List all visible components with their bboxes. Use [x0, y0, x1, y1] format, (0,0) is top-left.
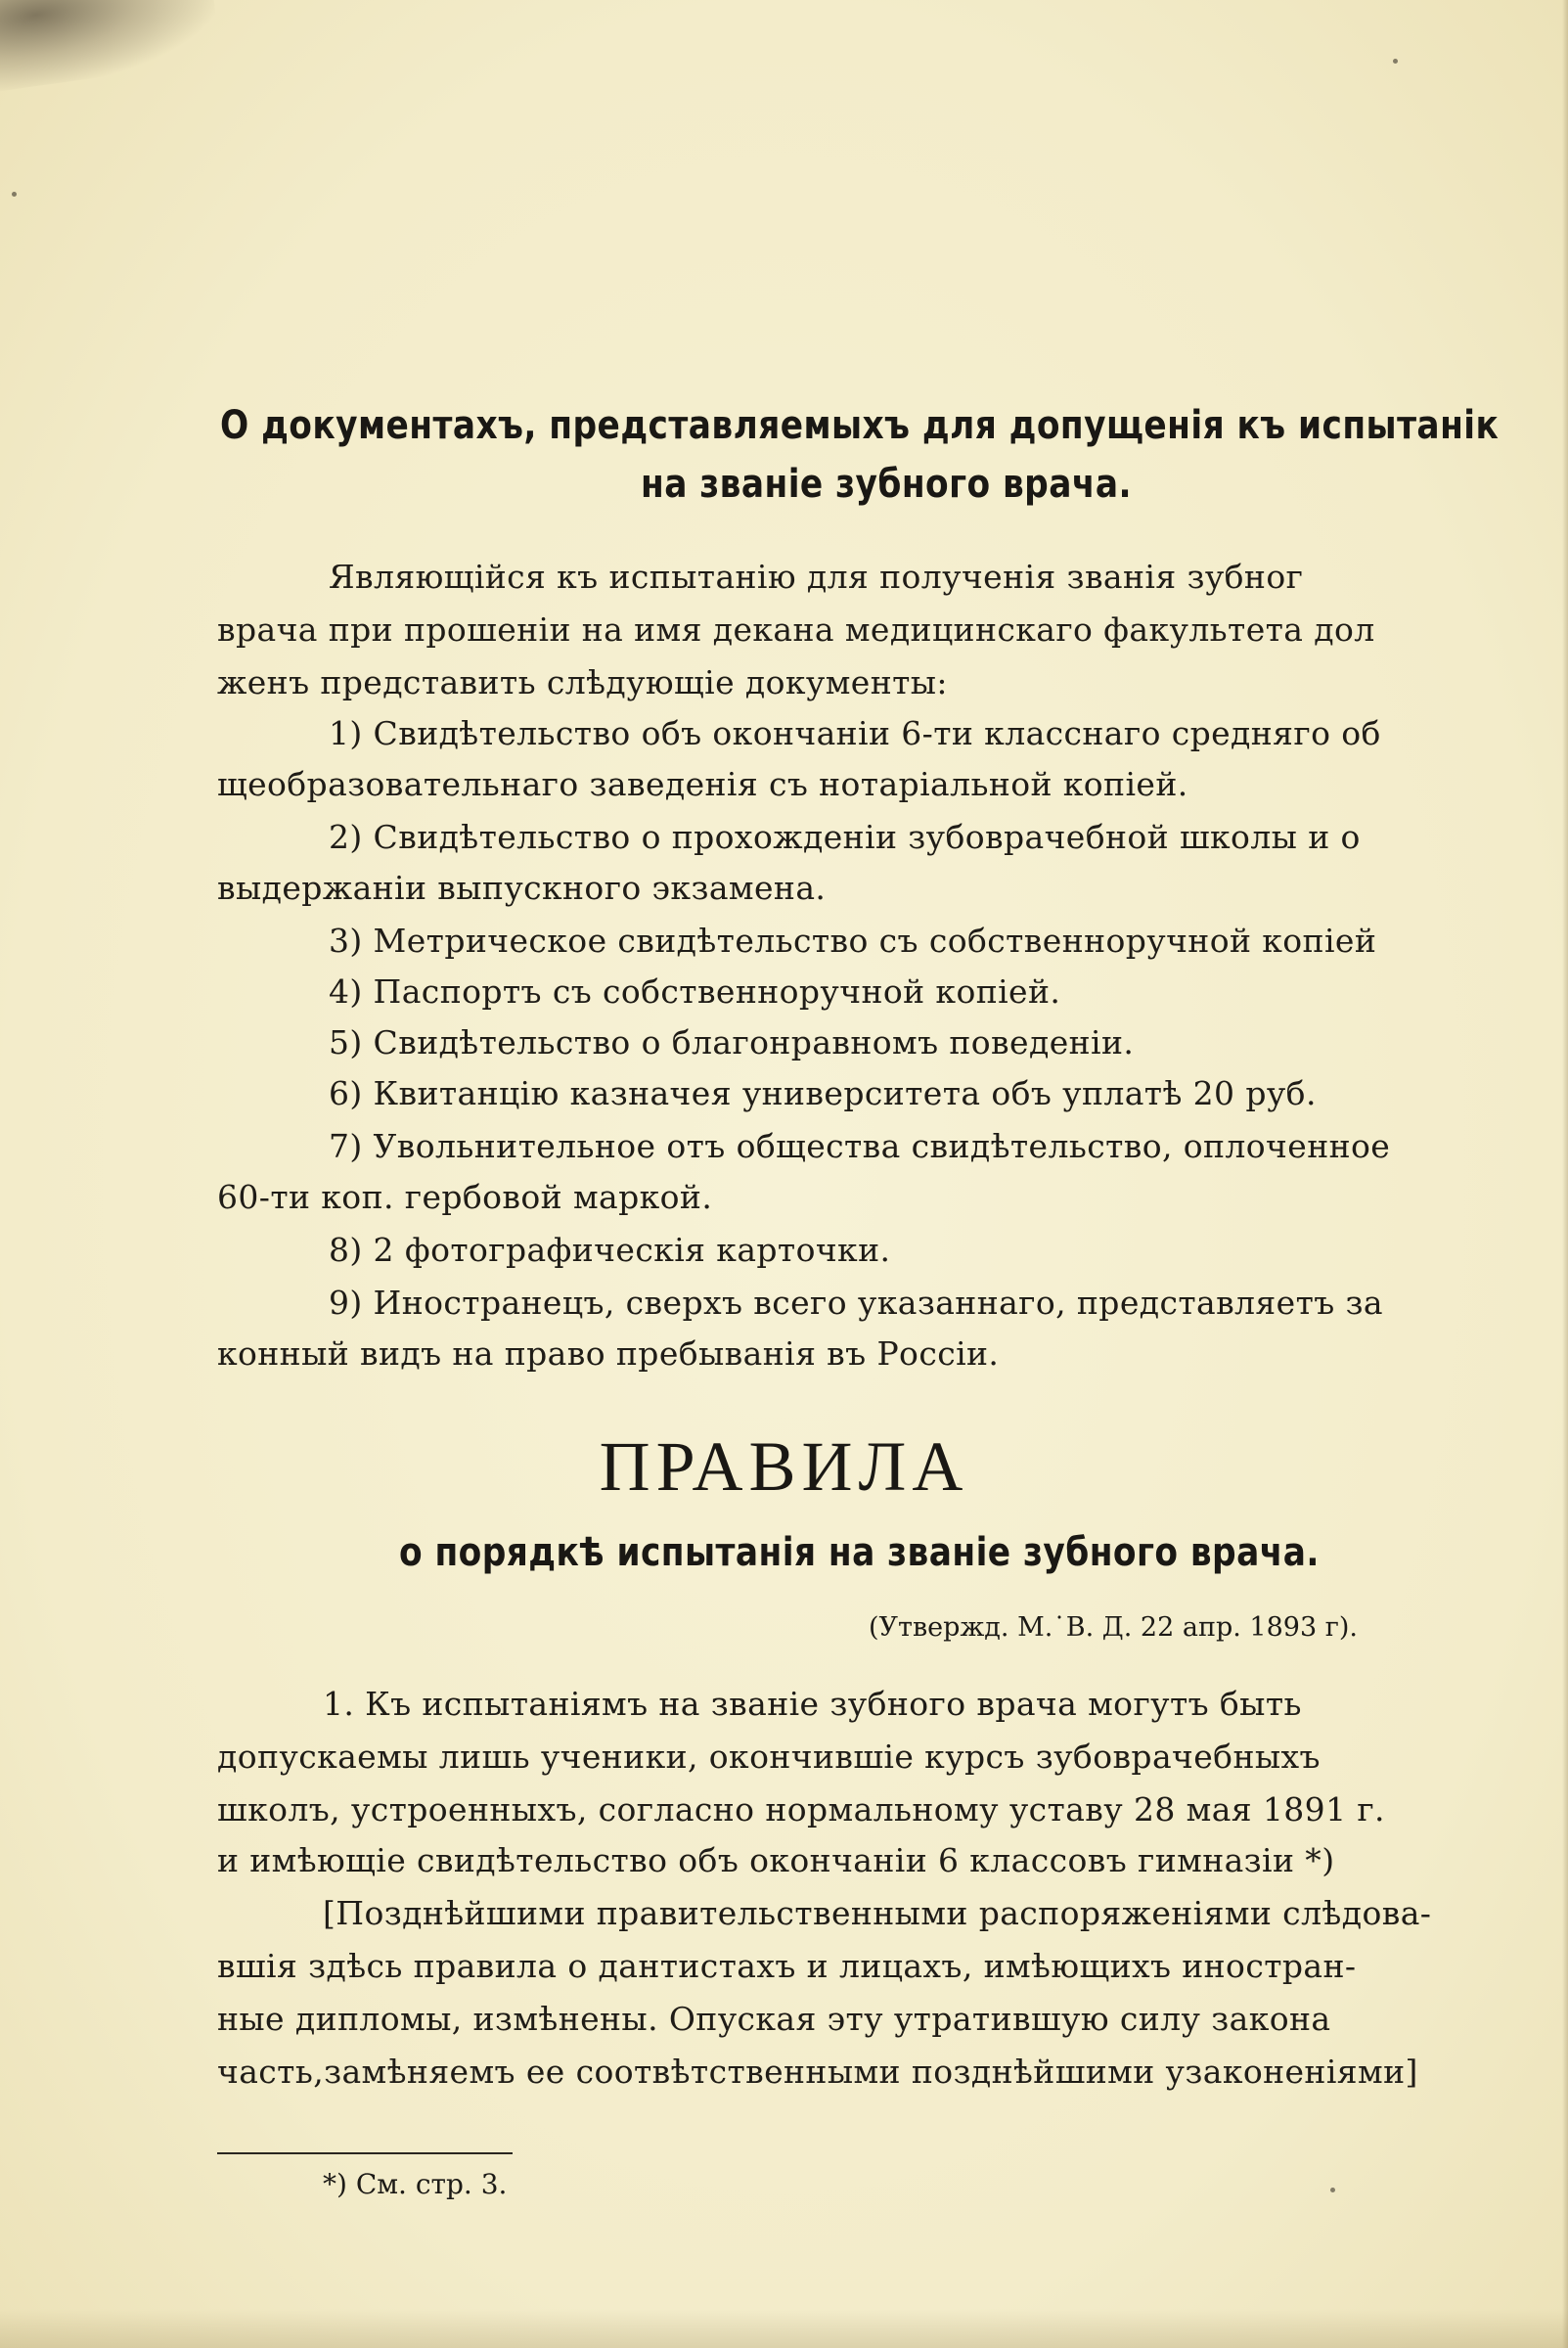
- speck: [1393, 59, 1398, 64]
- document-item-4: 4) Паспортъ съ собственноручной копіей.: [329, 972, 1061, 1011]
- document-item-7: 7) Увольнительное отъ общества свидѣтельство, оплоченное: [329, 1127, 1391, 1165]
- editorial-note-line: вшія здѣсь правила о дантистахъ и лицахъ, имѣющихъ иностран-: [217, 1947, 1357, 1985]
- rules-paragraph-line: и имѣющіе свидѣтельство объ окончаніи 6 классовъ гимназіи *): [217, 1841, 1335, 1879]
- page-edge-right: [1562, 0, 1568, 2348]
- speck: [12, 192, 17, 197]
- document-item-9: 9) Иностранецъ, сверхъ всего указаннаго, представляетъ за: [329, 1284, 1383, 1322]
- document-item-2-cont: выдержаніи выпускного экзамена.: [217, 869, 827, 907]
- ink-smudge: [0, 0, 222, 96]
- speck: [1330, 2188, 1335, 2192]
- rules-title: ПРАВИЛА: [599, 1427, 969, 1506]
- document-item-6: 6) Квитанцію казначея университета объ уплатѣ 20 руб.: [329, 1074, 1317, 1112]
- rules-paragraph-line: школъ, устроенныхъ, согласно нормальному уставу 28 мая 1891 г.: [217, 1790, 1385, 1829]
- document-item-7-cont: 60-ти коп. гербовой маркой.: [217, 1178, 713, 1216]
- editorial-note-line: ные дипломы, измѣнены. Опуская эту утратившую силу закона: [217, 2000, 1331, 2038]
- rules-paragraph-line: допускаемы лишь ученики, окончившіе курсъ зубоврачебныхъ: [217, 1738, 1321, 1776]
- document-item-8: 8) 2 фотографическія карточки.: [329, 1231, 891, 1269]
- document-item-9-cont: конный видъ на право пребыванія въ Россіи.: [217, 1334, 1000, 1373]
- document-item-1: 1) Свидѣтельство объ окончаніи 6-ти класснаго средняго об: [329, 714, 1381, 752]
- rules-paragraph-line: 1. Къ испытаніямъ на званіе зубного врача могутъ быть: [323, 1685, 1302, 1723]
- editorial-note-line: [Позднѣйшими правительственными распоряженіями слѣдова-: [323, 1894, 1432, 1932]
- intro-line: женъ представить слѣдующіе документы:: [217, 663, 948, 701]
- intro-line: Являющійся къ испытанію для полученія званія зубног: [329, 558, 1304, 596]
- editorial-note-line: часть,замѣняемъ ее соотвѣтственными позднѣйшими узаконеніями]: [217, 2053, 1418, 2091]
- documents-heading-line2: на званіе зубного врача.: [641, 462, 1133, 507]
- rules-subtitle: о порядкѣ испытанія на званіе зубного врача.: [399, 1530, 1320, 1575]
- approval-note: (Утвержд. М.˙В. Д. 22 апр. 1893 г).: [869, 1612, 1358, 1643]
- document-item-3: 3) Метрическое свидѣтельство съ собственноручной копіей: [329, 922, 1377, 960]
- footnote-divider: [217, 2152, 513, 2154]
- document-item-2: 2) Свидѣтельство о прохожденіи зубоврачебной школы и о: [329, 818, 1361, 856]
- footnote: *) См. стр. 3.: [323, 2168, 508, 2200]
- document-item-5: 5) Свидѣтельство о благонравномъ поведеніи.: [329, 1023, 1135, 1061]
- intro-line: врача при прошеніи на имя декана медицинскаго факультета дол: [217, 610, 1375, 649]
- document-item-1-cont: щеобразовательнаго заведенія съ нотаріальной копіей.: [217, 765, 1188, 803]
- page-edge-bottom: [0, 2309, 1568, 2348]
- documents-heading-line1: О документахъ, представляемыхъ для допущенія къ испытанік: [220, 403, 1500, 448]
